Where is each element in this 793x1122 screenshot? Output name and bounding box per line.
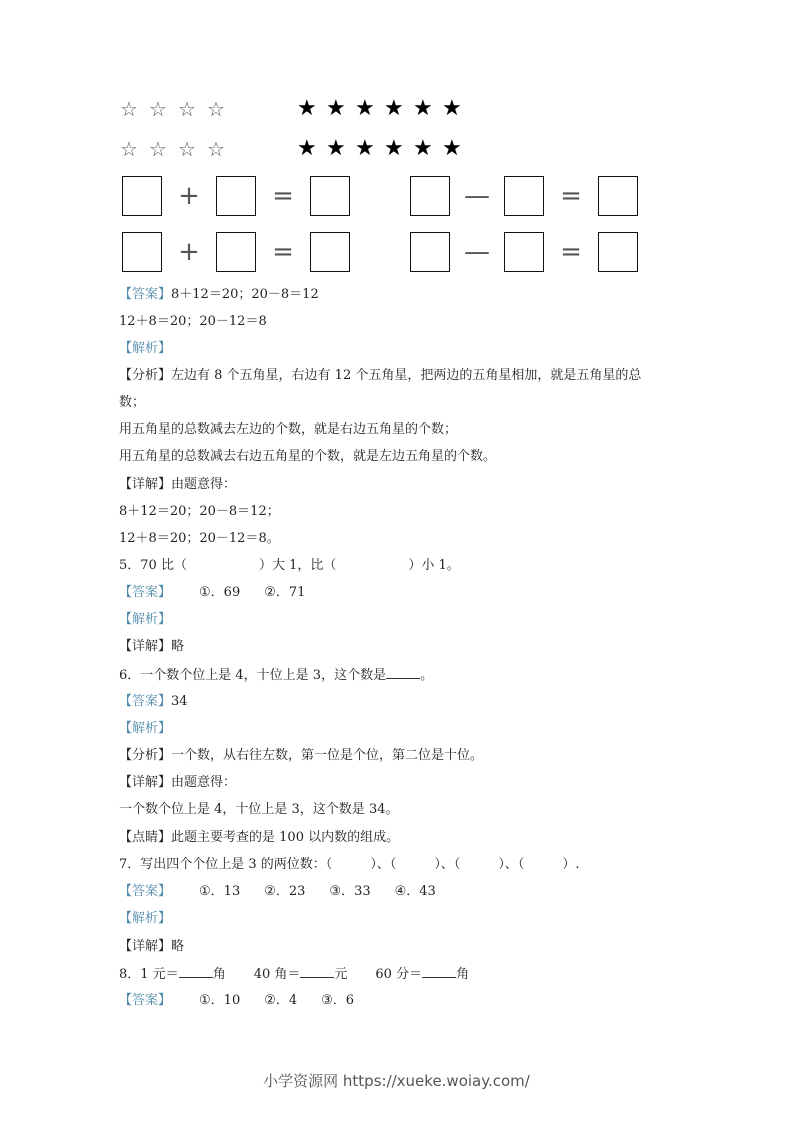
solid-star-icon: ★ <box>413 136 433 161</box>
answer-box <box>122 176 162 216</box>
analysis-tag: 【解析】 <box>119 911 172 926</box>
fenxi-text: 左边有 8 个五角星，右边有 12 个五角星，把两边的五角星相加，就是五角星的总 <box>171 368 642 383</box>
equals-sign: = <box>560 237 582 267</box>
q4-fenxi-cont: 数； <box>119 395 146 410</box>
answer-box <box>310 176 350 216</box>
detail-tag: 【详解】 <box>119 939 172 954</box>
solid-stars <box>297 137 471 161</box>
answer-box <box>410 232 450 272</box>
footer-watermark: 小学资源网 https://xueke.woiay.com/ <box>263 1072 530 1090</box>
plus-sign: + <box>178 181 200 211</box>
answer-tag: 【答案】 <box>119 287 172 302</box>
solid-star-icon: ★ <box>326 96 346 121</box>
q6-question <box>119 666 433 685</box>
answer-box <box>122 232 162 272</box>
q5-answer-line <box>119 584 305 602</box>
solid-star-icon: ★ <box>384 136 404 161</box>
q6-text: 6．一个数个位上是 4，十位上是 3，这个数是 <box>119 668 387 683</box>
answer-text: 34 <box>171 694 188 709</box>
solid-star-icon: ★ <box>355 136 375 161</box>
answer-box <box>216 232 256 272</box>
q7-text: 7．写出四个个位上是 3 的两位数：（ <box>119 857 333 872</box>
answer-3: ③．33 <box>329 884 371 899</box>
q8-question <box>119 965 469 984</box>
analysis-tag: 【解析】 <box>119 721 172 736</box>
q5-text-b: ）大 1，比（ <box>258 558 337 573</box>
outline-star-icon: ☆ <box>149 97 167 121</box>
answer-box <box>504 232 544 272</box>
answer-2: ②．23 <box>264 884 306 899</box>
analysis-tag: 【解析】 <box>119 341 172 356</box>
detail-text: 由题意得： <box>171 477 237 492</box>
detail-text: 略 <box>171 939 185 954</box>
answer-box <box>310 232 350 272</box>
solid-star-icon: ★ <box>355 96 375 121</box>
q7-sep: ）、（ <box>434 857 461 872</box>
q4-fenxi-line-2: 用五角星的总数减去左边的个数，就是右边五角星的个数； <box>119 422 458 437</box>
fill-blank <box>422 965 456 978</box>
detail-tag: 【详解】 <box>119 639 172 654</box>
q8-part1-unit: 角 <box>212 967 226 982</box>
outline-star-icon: ☆ <box>207 137 225 161</box>
solid-star-icon: ★ <box>326 136 346 161</box>
answer-box <box>216 176 256 216</box>
outline-star-icon: ☆ <box>207 97 225 121</box>
equation-row-2 <box>122 230 638 274</box>
fenxi-tag: 【分析】 <box>119 748 172 763</box>
q5-text-c: ）小 1。 <box>408 558 460 573</box>
fill-blank <box>386 666 420 679</box>
detail-text: 略 <box>171 639 185 654</box>
solid-star-icon: ★ <box>297 136 317 161</box>
q4-fenxi-line <box>119 367 641 385</box>
answer-box <box>598 232 638 272</box>
q8-part2: 40 角＝ <box>253 967 301 982</box>
outline-star-icon: ☆ <box>178 97 196 121</box>
fenxi-tag: 【分析】 <box>119 368 172 383</box>
detail-text: 由题意得： <box>171 775 237 790</box>
answer-2: ②．71 <box>264 585 306 600</box>
detail-tag: 【详解】 <box>119 775 172 790</box>
plus-sign: + <box>178 237 200 267</box>
q4-detail-line <box>119 476 236 494</box>
q6-text-end: 。 <box>420 668 434 683</box>
solid-star-icon: ★ <box>413 96 433 121</box>
q8-part3: 60 分＝ <box>375 967 423 982</box>
q4-fenxi-line-3: 用五角星的总数减去右边五角星的个数，就是左边五角星的个数。 <box>119 449 497 464</box>
solid-star-icon: ★ <box>442 136 462 161</box>
q5-question <box>119 557 460 575</box>
answer-box <box>410 176 450 216</box>
q6-answer-line <box>119 693 188 711</box>
answer-1: ①．69 <box>199 585 241 600</box>
stars-row-1 <box>120 97 471 121</box>
answer-tag: 【答案】 <box>119 585 172 600</box>
solid-star-icon: ★ <box>442 96 462 121</box>
q7-answer-line <box>119 883 436 901</box>
q4-detail-line-1: 8＋12＝20；20－8＝12； <box>119 504 280 519</box>
equals-sign: = <box>560 181 582 211</box>
outline-star-icon: ☆ <box>178 137 196 161</box>
minus-sign: — <box>464 181 490 211</box>
answer-box <box>598 176 638 216</box>
solid-stars <box>297 97 471 121</box>
q6-detail-line <box>119 774 236 792</box>
q8-part1: 8．1 元＝ <box>119 967 179 982</box>
q4-detail-line-2: 12＋8＝20；20－12＝8。 <box>119 531 280 546</box>
fill-blank <box>179 965 213 978</box>
q7-text-end: ）. <box>562 857 580 872</box>
q4-answer-line <box>119 286 319 304</box>
outline-stars <box>120 97 297 121</box>
dianjing-tag: 【点睛】 <box>119 830 172 845</box>
q4-answer-line-2: 12＋8＝20；20－12＝8 <box>119 314 267 329</box>
stars-row-2 <box>120 137 471 161</box>
dianjing-text: 此题主要考查的是 100 以内数的组成。 <box>171 830 400 845</box>
answer-4: ④．43 <box>394 884 436 899</box>
fill-blank <box>300 965 334 978</box>
outline-star-icon: ☆ <box>120 137 138 161</box>
answer-2: ②．4 <box>264 993 298 1008</box>
q6-detail-line-1: 一个数个位上是 4，十位上是 3，这个数是 34。 <box>119 802 399 817</box>
q5-text-a: 5．70 比（ <box>119 558 187 573</box>
outline-star-icon: ☆ <box>149 137 167 161</box>
answer-text: 8＋12＝20；20－8＝12 <box>171 287 319 302</box>
q5-detail-line <box>119 638 184 656</box>
equals-sign: = <box>272 237 294 267</box>
analysis-tag: 【解析】 <box>119 612 172 627</box>
solid-star-icon: ★ <box>297 96 317 121</box>
q6-fenxi-line <box>119 747 483 765</box>
q7-question <box>119 856 580 874</box>
answer-1: ①．10 <box>199 993 241 1008</box>
q8-part3-unit: 角 <box>456 967 470 982</box>
detail-tag: 【详解】 <box>119 477 172 492</box>
fenxi-text: 一个数，从右往左数，第一位是个位，第二位是十位。 <box>171 748 484 763</box>
equation-row-1 <box>122 174 638 218</box>
minus-sign: — <box>464 237 490 267</box>
answer-box <box>504 176 544 216</box>
q7-sep: ）、（ <box>498 857 525 872</box>
answer-tag: 【答案】 <box>119 884 172 899</box>
answer-3: ③．6 <box>321 993 355 1008</box>
q6-dianjing-line <box>119 829 399 847</box>
equals-sign: = <box>272 181 294 211</box>
q7-detail-line <box>119 938 184 956</box>
outline-star-icon: ☆ <box>120 97 138 121</box>
q8-answer-line <box>119 992 354 1010</box>
answer-1: ①．13 <box>199 884 241 899</box>
q7-sep: ）、（ <box>370 857 397 872</box>
answer-tag: 【答案】 <box>119 694 172 709</box>
outline-stars <box>120 137 297 161</box>
q8-part2-unit: 元 <box>334 967 348 982</box>
answer-tag: 【答案】 <box>119 993 172 1008</box>
solid-star-icon: ★ <box>384 96 404 121</box>
